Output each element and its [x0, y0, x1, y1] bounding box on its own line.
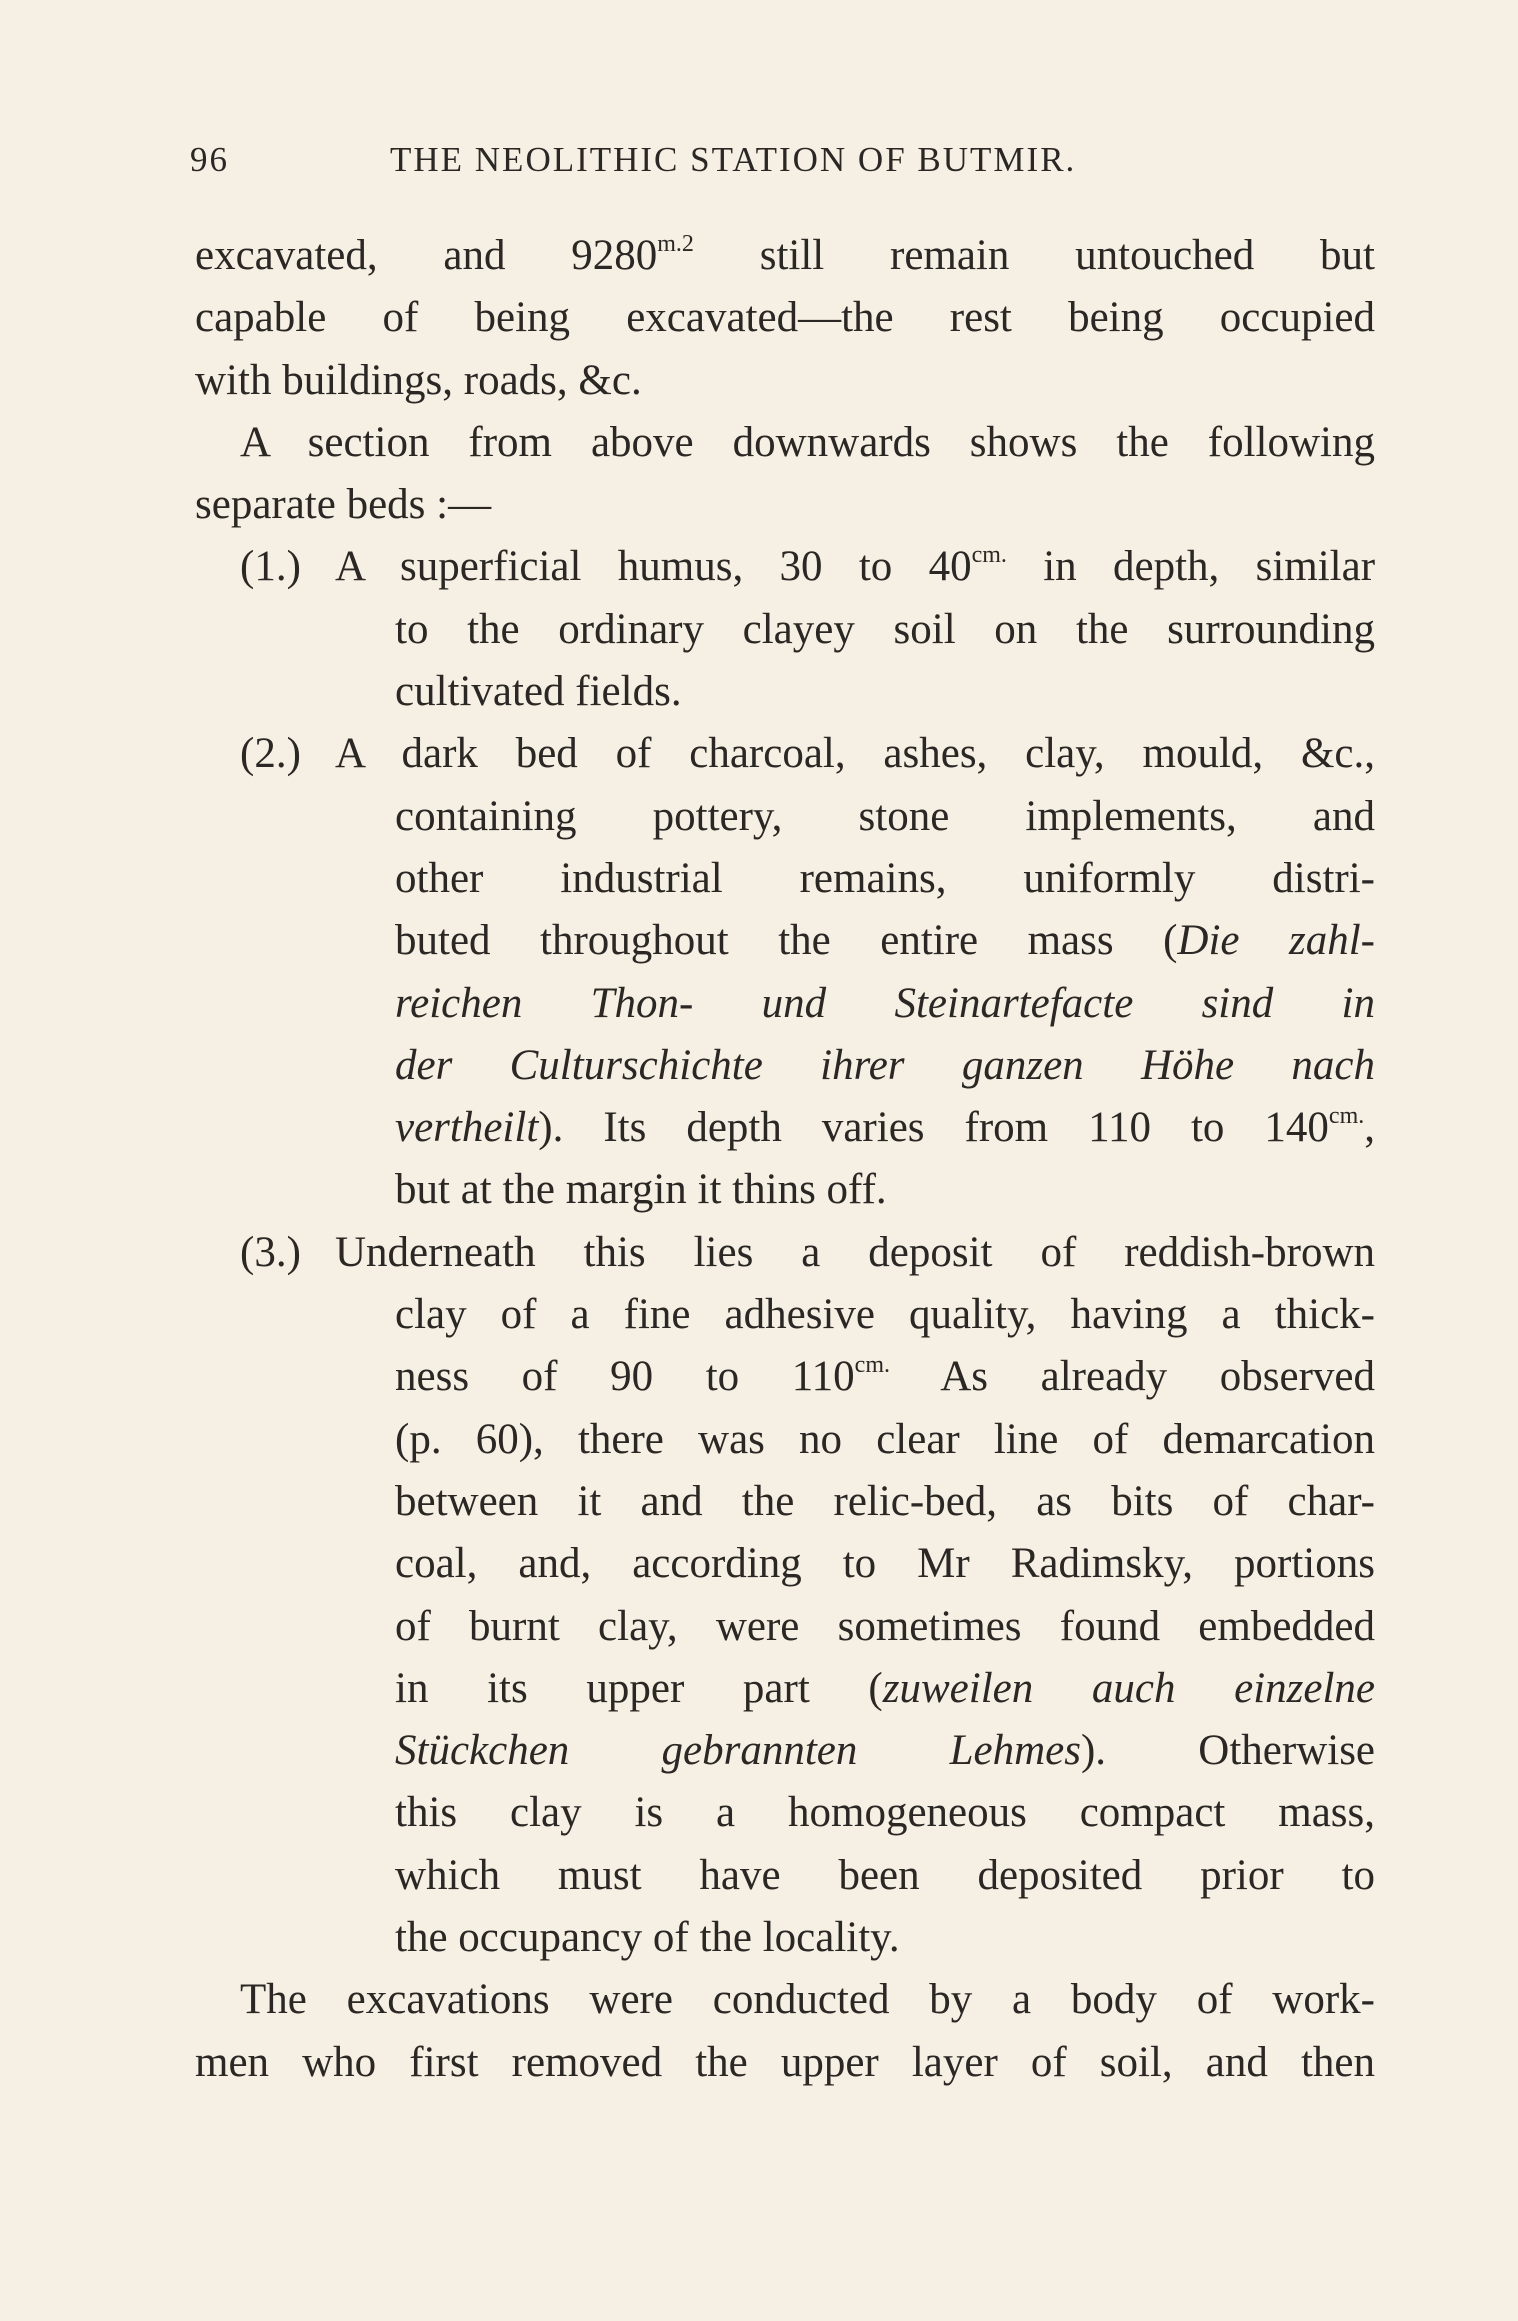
- text-line: ness of 90 to $110^{cm.}$ As already observed: [395, 1352, 1375, 1401]
- superscript-unit: cm.: [1328, 1103, 1365, 1130]
- page-number: 96: [190, 140, 229, 179]
- text-line: Stückchen gebrannten Lehmes). Otherwise: [395, 1727, 1376, 1775]
- text-line: with buildings, roads, &c.: [195, 356, 642, 404]
- bed-3-first-line: (3.) Underneath this lies a deposit of reddish-brown: [195, 1222, 1375, 1284]
- text-line: buted throughout the entire mass (Die zahl-: [395, 917, 1375, 965]
- text-line: excavated, and $9280^{m.2}$ still remain untouched but: [195, 231, 1375, 279]
- german-quote: zuweilen auch einzelne: [882, 1664, 1375, 1712]
- text-line: capable of being excavated—the rest being occupied: [195, 294, 1375, 342]
- body-text: [195, 225, 1375, 2094]
- superscript-unit: m.2: [657, 231, 694, 257]
- german-quote: Stückchen gebrannten Lehmes: [395, 1727, 1081, 1775]
- text-line: (p. 60), there was no clear line of demarcation: [395, 1415, 1375, 1463]
- text-line: which must have been deposited prior to: [395, 1851, 1375, 1899]
- text-line: men who first removed the upper layer of soil, and then: [195, 2038, 1375, 2086]
- running-title: THE NEOLITHIC STATION OF BUTMIR.: [390, 140, 1077, 179]
- text-line: coal, and, according to Mr Radimsky, portions: [395, 1540, 1375, 1588]
- text-line: this clay is a homogeneous compact mass,: [395, 1789, 1375, 1837]
- text-line: but at the margin it thins off.: [395, 1166, 887, 1214]
- text-line: of burnt clay, were sometimes found embedded: [395, 1602, 1375, 1650]
- text-line: A section from above downwards shows the following: [240, 418, 1375, 466]
- text-line: to the ordinary clayey soil on the surrounding: [395, 605, 1375, 653]
- text-line: cultivated fields.: [395, 668, 682, 716]
- text-line: The excavations were conducted by a body of work-: [240, 1976, 1375, 2024]
- text-line: in its upper part (zuweilen auch einzelne: [395, 1664, 1375, 1712]
- text-line: the occupancy of the locality.: [395, 1914, 900, 1962]
- text-line: other industrial remains, uniformly distri-: [395, 854, 1375, 902]
- german-quote: vertheilt: [395, 1104, 539, 1152]
- superscript-unit: cm.: [971, 542, 1007, 569]
- german-quote: Die zahl-: [1177, 917, 1375, 965]
- running-head: [190, 140, 1370, 190]
- text-line: containing pottery, stone implements, and: [395, 792, 1375, 840]
- superscript-unit: cm.: [854, 1352, 890, 1379]
- bed-1-first-line: (1.) A superficial humus, 30 to $40^{cm.}$ in depth, similar: [195, 536, 1375, 598]
- bed-1-label: (1.): [240, 543, 301, 591]
- text-line: between it and the relic-bed, as bits of char-: [395, 1477, 1375, 1525]
- bed-2-first-line: (2.) A dark bed of charcoal, ashes, clay, mould, &c.,: [195, 723, 1375, 785]
- bed-3-label: (3.): [240, 1228, 301, 1276]
- text-line: separate beds :—: [195, 481, 492, 529]
- german-quote-line: der Culturschichte ihrer ganzen Höhe nach: [395, 1041, 1375, 1089]
- text-line: clay of a fine adhesive quality, having a thick-: [395, 1291, 1375, 1339]
- german-quote-line: reichen Thon- und Steinartefacte sind in: [395, 979, 1375, 1027]
- bed-2-label: (2.): [240, 730, 301, 778]
- text-line: vertheilt). Its depth varies from 110 to $140^{cm.}$,: [395, 1103, 1375, 1152]
